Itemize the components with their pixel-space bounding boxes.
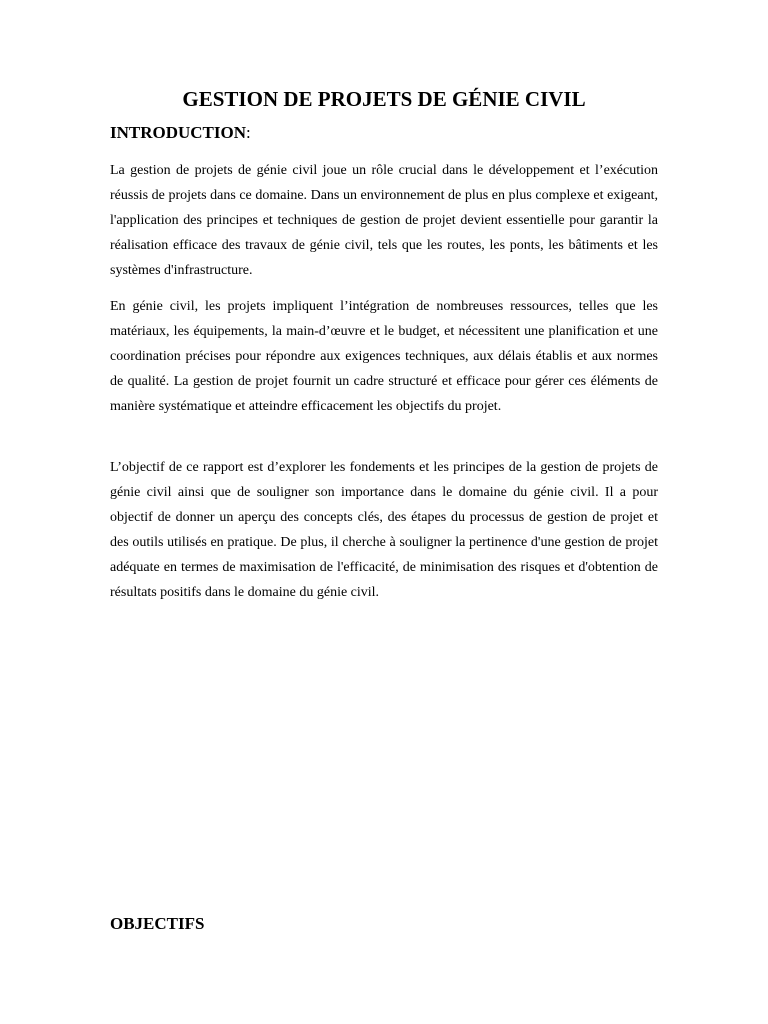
document-title: GESTION DE PROJETS DE GÉNIE CIVIL <box>182 87 586 111</box>
introduction-heading-text: INTRODUCTION <box>110 123 247 142</box>
objectifs-heading: OBJECTIFS <box>110 914 205 933</box>
introduction-paragraph-1: La gestion de projets de génie civil joue un rôle crucial dans le développement et l’exécution réussis de projets dans ce domaine. Dans un environnement de plus en plus complexe et exigeant, l'application des principes et techniques de gestion de projet devient essentielle pour garantir la réalisation efficace des travaux de génie civil, tels que les routes, les ponts, les bâtiments et les systèmes d'infrastructure. <box>110 163 658 278</box>
introduction-heading-colon: : <box>246 123 251 142</box>
introduction-paragraph-3: L’objectif de ce rapport est d’explorer les fondements et les principes de la gestion de projets de génie civil ainsi que de souligner son importance dans le domaine du génie civil. Il a pour objectif de donner un aperçu des concepts clés, des étapes du processus de gestion de projet et des outils utilisés en pratique. De plus, il cherche à souligner la pertinence d'une gestion de projet adéquate en termes de maximisation de l'efficacité, de minimisation des risques et d'obtention de résultats positifs dans le domaine du génie civil. <box>110 460 658 600</box>
introduction-heading <box>110 123 251 143</box>
introduction-paragraph-2: En génie civil, les projets impliquent l’intégration de nombreuses ressources, telles que les matériaux, les équipements, la main-d’œuvre et le budget, et nécessitent une planification et une coordination précises pour répondre aux exigences techniques, aux délais établis et aux normes de qualité. La gestion de projet fournit un cadre structuré et efficace pour gérer ces éléments de manière systématique et atteindre efficacement les objectifs du projet. <box>110 299 658 414</box>
